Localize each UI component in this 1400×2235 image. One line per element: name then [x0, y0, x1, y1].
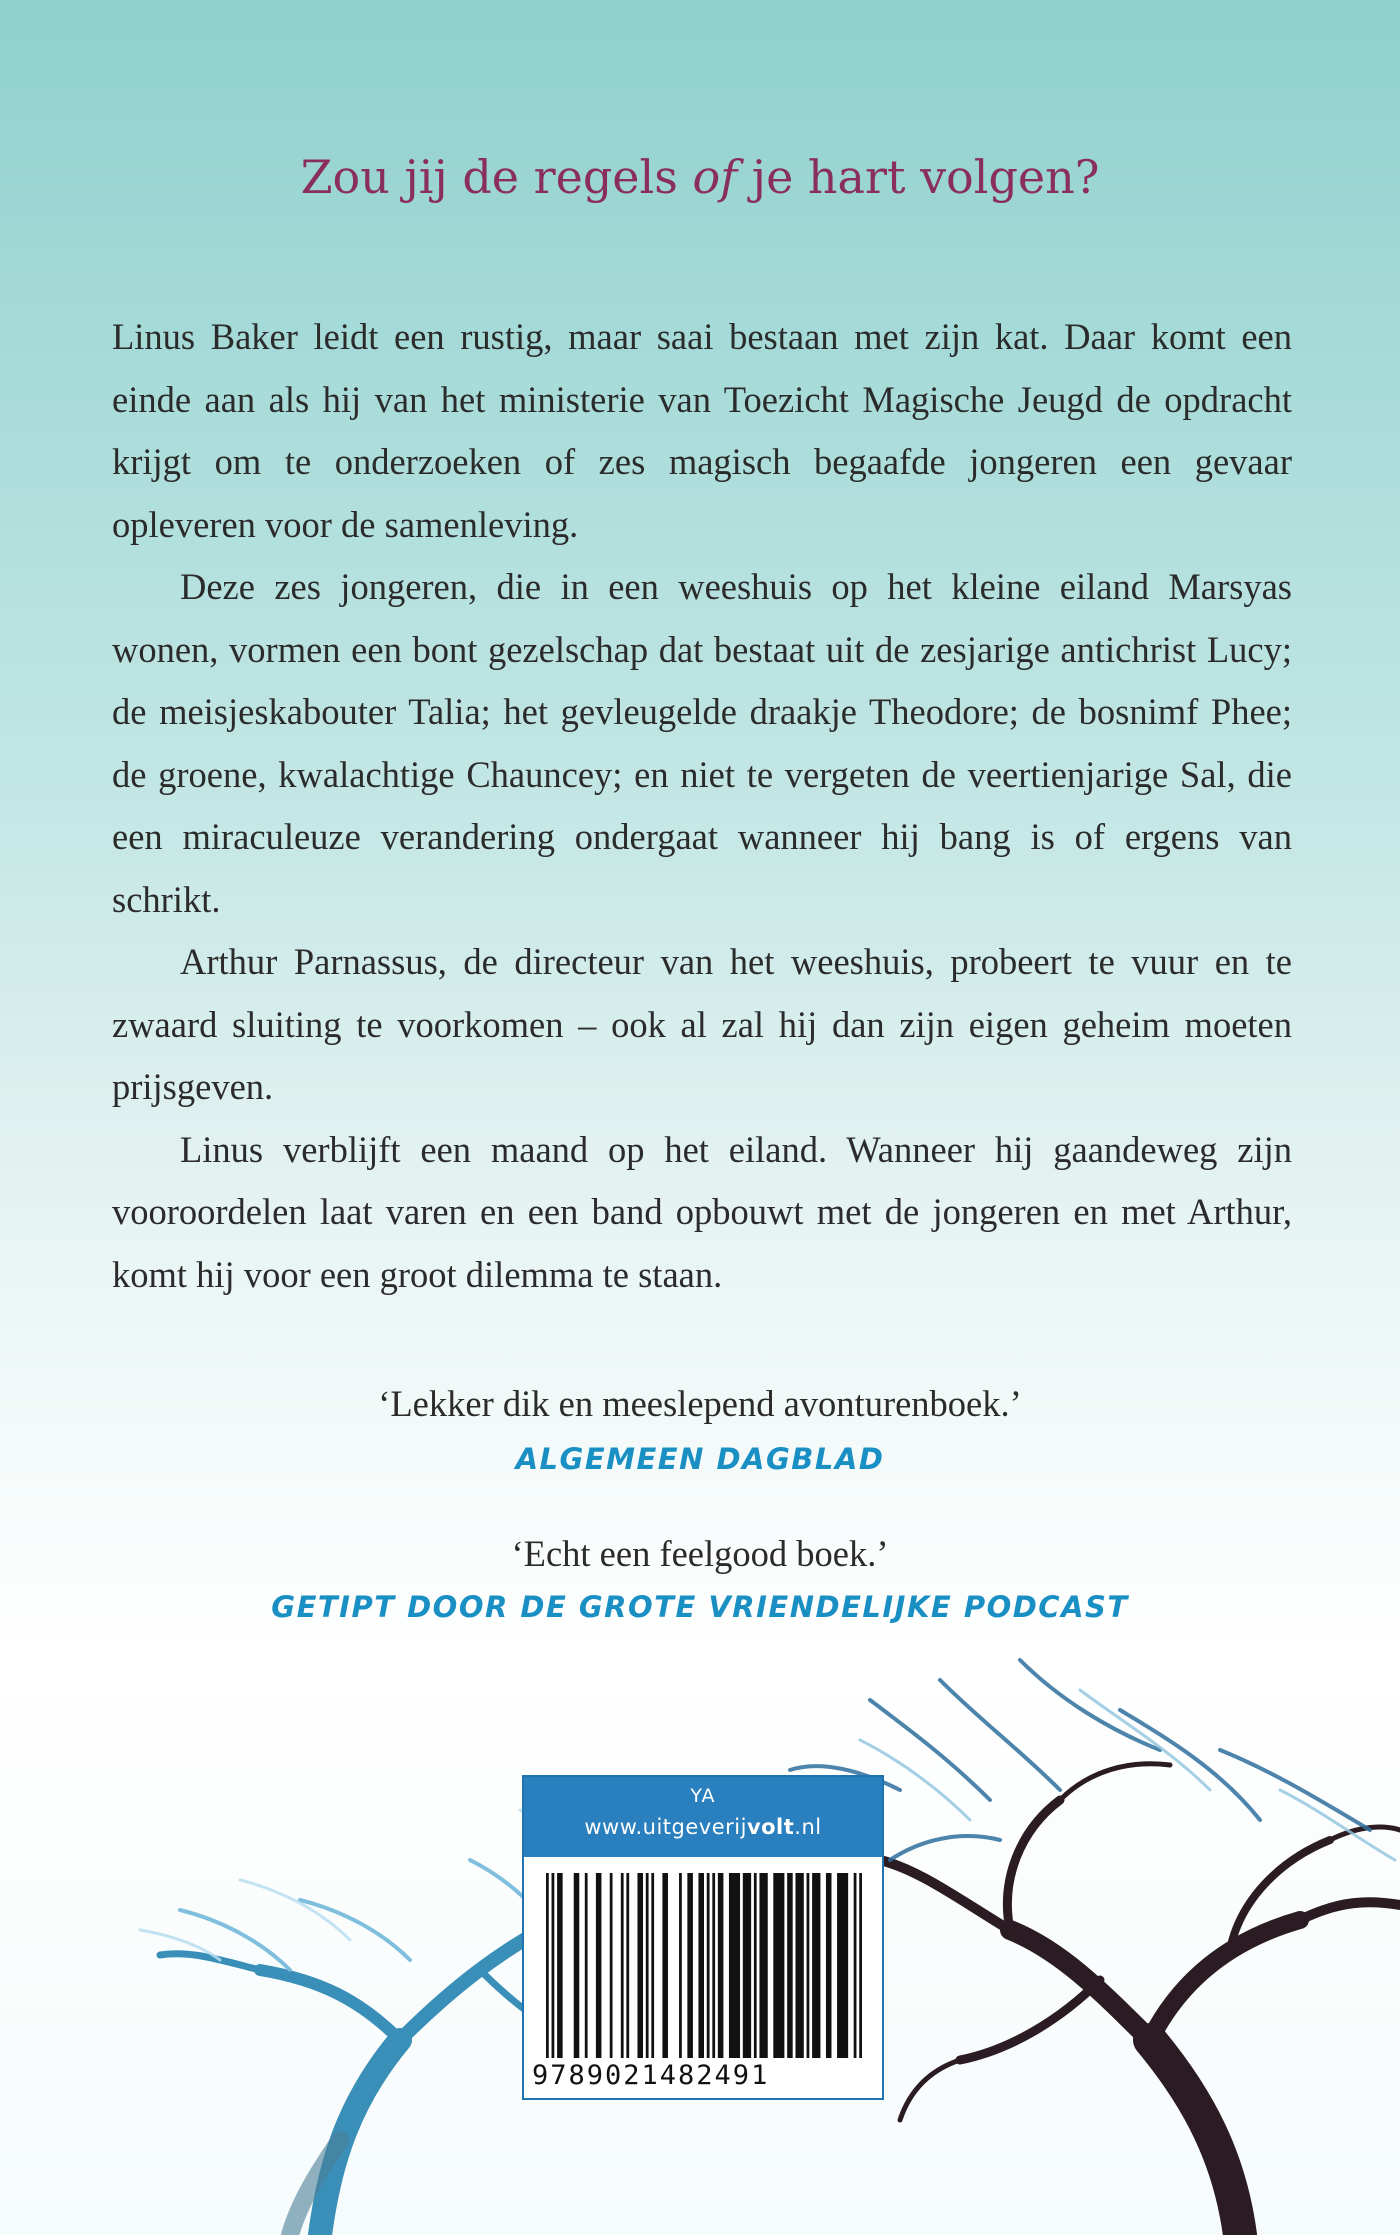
review-quote: ‘Lekker dik en meeslepend avonturenboek.’: [378, 1383, 1022, 1424]
barcode-bar: [557, 1873, 563, 2058]
tagline-after: je hart volgen?: [737, 150, 1100, 204]
barcode: [546, 1873, 862, 2058]
url-prefix: www.uitgeverij: [584, 1815, 747, 1839]
review-source: ALGEMEEN DAGBLAD: [515, 1442, 885, 1476]
barcode-bar: [552, 1873, 555, 2058]
barcode-bar: [718, 1873, 724, 2058]
isbn-number: 9789021482491: [532, 2060, 770, 2091]
blurb-paragraph: Linus Baker leidt een rustig, maar saai bestaan met zijn kat. Daar komt een einde aan als hij van het ministerie van Toezicht Magische Jeugd de opdracht krijgt om te onderzoeken of zes magisch begaafde jongeren een gevaar opleveren voor de samenleving.: [112, 316, 1292, 545]
tagline: [0, 150, 1400, 204]
barcode-bar: [712, 1873, 715, 2058]
barcode-bar: [610, 1873, 613, 2058]
barcode-bar: [795, 1873, 803, 2058]
barcode-bar: [596, 1873, 602, 2058]
barcode-header: [524, 1777, 882, 1857]
barcode-bar: [637, 1873, 643, 2058]
barcode-bar: [787, 1873, 793, 2058]
tagline-emphasis: of: [692, 150, 738, 204]
blurb-paragraph: Arthur Parnassus, de directeur van het weeshuis, probeert te vuur en te zwaard sluiting te voorkomen – ook al zal hij dan zijn eigen geheim moeten prijsgeven.: [112, 941, 1292, 1107]
barcode-bar: [707, 1873, 710, 2058]
barcode-bar: [729, 1873, 740, 2058]
barcode-panel: [522, 1775, 884, 2100]
barcode-bar: [837, 1873, 848, 2058]
barcode-bar: [807, 1873, 810, 2058]
url-suffix: .nl: [794, 1815, 822, 1839]
tagline-before: Zou jij de regels: [300, 150, 693, 204]
barcode-bar: [754, 1873, 757, 2058]
barcode-bar: [743, 1873, 751, 2058]
barcode-bar: [826, 1873, 832, 2058]
barcode-bar: [854, 1873, 857, 2058]
barcode-bar: [574, 1873, 580, 2058]
review-quote: ‘Echt een feelgood boek.’: [511, 1533, 889, 1574]
blurb: [112, 306, 1292, 1306]
barcode-bar: [662, 1873, 668, 2058]
barcode-bar: [687, 1873, 693, 2058]
barcode-bar: [646, 1873, 649, 2058]
url-brand: volt: [746, 1815, 795, 1839]
publisher-url: [524, 1807, 882, 1839]
barcode-bar: [859, 1873, 862, 2058]
barcode-bar: [773, 1873, 784, 2058]
barcode-bar: [759, 1873, 767, 2058]
barcode-bar: [812, 1873, 820, 2058]
barcode-bar: [679, 1873, 682, 2058]
category-label: YA: [690, 1785, 716, 1807]
barcode-bar: [621, 1873, 624, 2058]
barcode-bar: [651, 1873, 654, 2058]
barcode-bar: [698, 1873, 704, 2058]
barcode-bar: [626, 1873, 629, 2058]
barcode-bar: [546, 1873, 549, 2058]
blurb-paragraph: Deze zes jongeren, die in een weeshuis op het kleine eiland Marsyas wonen, vormen een bont gezelschap dat bestaat uit de zesjarige antichrist Lucy; de meisjeskabouter Talia; het gevleugelde draakje Theodore; de bosnimf Phee; de groene, kwalachtige Chauncey; en niet te vergeten de veertienjarige Sal, die een miraculeuze verandering ondergaat wanneer hij bang is of ergens van schrikt.: [112, 566, 1292, 920]
barcode-bar: [585, 1873, 588, 2058]
review-source: GETIPT DOOR DE GROTE VRIENDELIJKE PODCAST: [271, 1590, 1129, 1624]
blurb-paragraph: Linus verblijft een maand op het eiland. Wanneer hij gaandeweg zijn vooroordelen laat varen en een band opbouwt met de jongeren en met Arthur, komt hij voor een groot dilemma te staan.: [112, 1128, 1292, 1295]
